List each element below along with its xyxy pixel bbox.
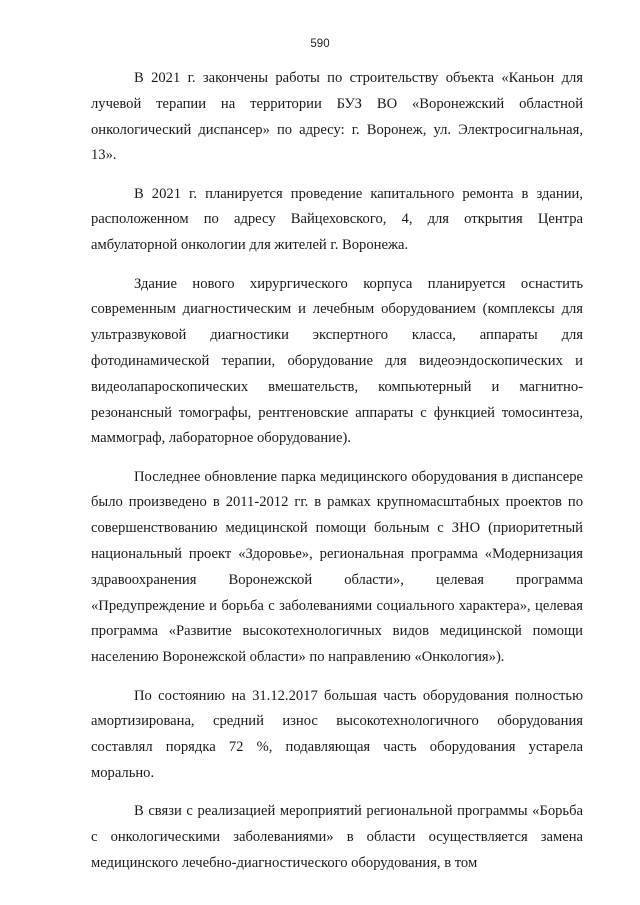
page-number: 590 xyxy=(310,38,330,50)
paragraph-kanyon-construction: В 2021 г. закончены работы по строительству объекта «Каньон для лучевой терапии на территории БУЗ ВО «Воронежский областной онкологический диспансер» по адресу: г. Воронеж, ул. Электросигнальная, 13». xyxy=(91,70,583,164)
paragraph-equipment-depreciation: По состоянию на 31.12.2017 большая часть оборудования полностью амортизирована, средний износ высокотехнологичного оборудования составлял порядка 72 %, подавляющая часть оборудования устарела морально. xyxy=(91,687,583,781)
paragraph-capital-repair: В 2021 г. планируется проведение капитального ремонта в здании, расположенном по адресу Вайцеховского, 4, для открытия Центра амбулаторной онкологии для жителей г. Воронежа. xyxy=(91,185,583,254)
document-body xyxy=(91,66,583,889)
paragraph-equipment-update-history: Последнее обновление парка медицинского оборудования в диспансере было произведено в 2011-2012 гг. в рамках крупномасштабных проектов по совершенствованию медицинской помощи больным с ЗНО (приоритетный национальный проект «Здоровье», региональная программа «Модернизация здравоохранения Воронежской области», целевая программа «Предупреждение и борьба с заболеваниями социального характера», целевая программа «Развитие высокотехнологичных видов медицинской помощи населению Воронежской области» по направлению «Онкология»). xyxy=(91,468,583,666)
paragraph-surgical-building-equipment: Здание нового хирургического корпуса планируется оснастить современным диагностическим и лечебным оборудованием (комплексы для ультразвуковой диагностики экспертного класса, аппараты для фотодинамической терапии, оборудование для видеоэндоскопических и видеолапароскопических вмешательств, компьютерный и магнитно-резонансный томографы, рентгеновские аппараты с функцией томосинтеза, маммограф, лабораторное оборудование). xyxy=(91,275,583,447)
paragraph-regional-program: В связи с реализацией мероприятий региональной программы «Борьба с онкологическими заболеваниями» в области осуществляется замена медицинского лечебно-диагностического оборудования, в том xyxy=(91,803,583,871)
